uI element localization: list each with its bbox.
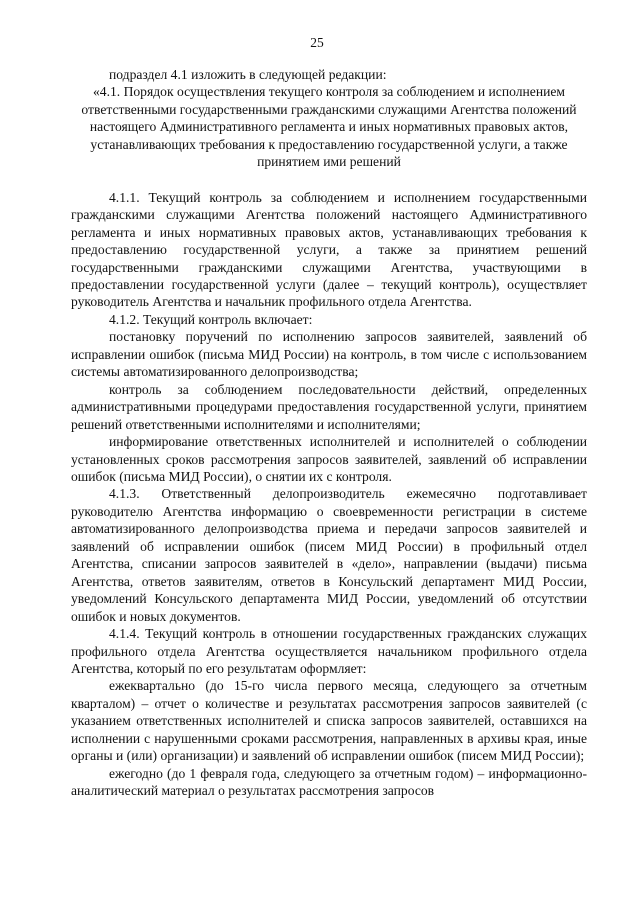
list-item-annual-report: ежегодно (до 1 февраля года, следующего за отчетным годом) – информационно-аналитический материал о результатах рассмотрения запросов	[71, 765, 587, 799]
intro-paragraph: подраздел 4.1 изложить в следующей редакции:	[109, 67, 387, 82]
list-item-quarterly-report: ежеквартально (до 15-го числа первого месяца, следующего за отчетным кварталом) – отчет о количестве и результатах рассмотрения запросов заявителей (с указанием ответственных исполнителей и списка запросов заявителей, оставшихся на исполнении с нарушенными сроками рассмотрения, направленных в архивы края, иные органы и (или) организации) и заявлений об исправлении ошибок (писем МИД России);	[71, 678, 587, 764]
paragraph-4-1-4: 4.1.4. Текущий контроль в отношении государственных гражданских служащих профильного отдела Агентства осуществляется начальником профильного отдела Агентства, который по его результатам оформляет:	[71, 626, 587, 676]
paragraph-4-1-1: 4.1.1. Текущий контроль за соблюдением и исполнением государственными гражданскими служащими Агентства положений настоящего Административного регламента и иных нормативных правовых актов, устанавливающих требования к предоставлению государственной услуги, а также за принятием решений государственными гражданскими служащими Агентства, участвующими в предоставлении государственной услуги (далее – текущий контроль), осуществляет руководитель Агентства и начальник профильного отдела Агентства.	[71, 189, 587, 310]
page-number: 25	[310, 35, 324, 50]
heading-spacer	[71, 171, 587, 189]
list-item-informing: информирование ответственных исполнителей и исполнителей о соблюдении установленных сроков рассмотрения запросов заявителей, заявлений об исправлении ошибок (письма МИД России), о снятии их с контроля.	[71, 434, 587, 484]
list-item-sequence-control: контроль за соблюдением последовательности действий, определенных административными процедурами предоставления государственной услуги, принятием решений ответственными исполнителями и исполнителями;	[71, 381, 587, 432]
paragraph-4-1-2: 4.1.2. Текущий контроль включает:	[109, 311, 313, 327]
section-heading: «4.1. Порядок осуществления текущего контроля за соблюдением и исполнением ответственными государственными гражданскими служащими Агентства положений настоящего Административного регламента и иных нормативных правовых актов, устанавливающих требования к предоставлению государственной услуги, а также принятием ими решений	[81, 84, 577, 170]
list-item-task-control: постановку поручений по исполнению запросов заявителей, заявлений об исправлении ошибок (письма МИД России) на контроль, в том числе с использованием системы автоматизированного делопроизводства;	[71, 329, 587, 380]
paragraph-4-1-3: 4.1.3. Ответственный делопроизводитель ежемесячно подготавливает руководителю Агентства информацию о своевременности регистрации в системе автоматизированного делопроизводства приема и передачи запросов заявителей и заявлений об исправлении ошибок (писем МИД России) в профильный отдел Агентства, списании запросов заявителей в «дело», направлении (выдачи) письма Агентства, ответов заявителям, ответов в Консульский департамент МИД России, уведомлений Консульского департамента МИД России, уведомлений об отсутствии ошибок и новых документов.	[71, 486, 587, 624]
document-body	[71, 66, 587, 800]
